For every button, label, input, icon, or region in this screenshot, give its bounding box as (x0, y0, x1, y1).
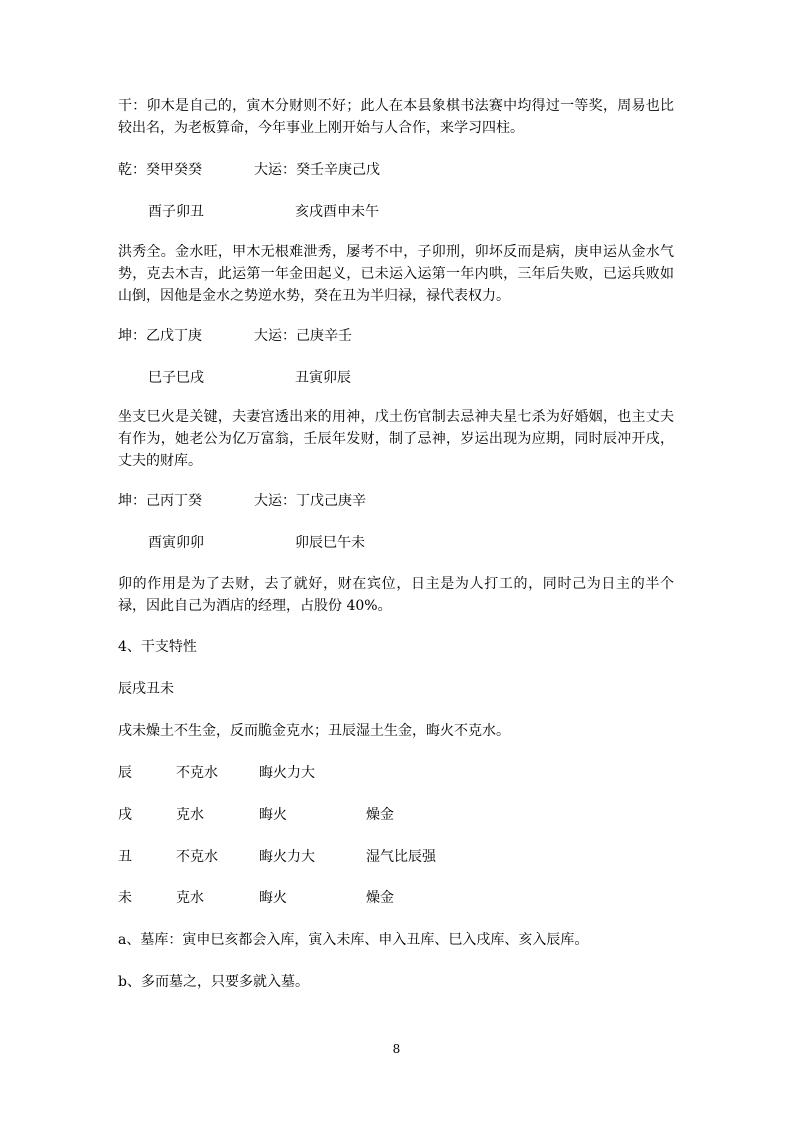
chart-3-label: 坤：己丙丁癸 (118, 493, 202, 509)
chart-1-dayun-label: 大运：癸壬辛庚己戊 (254, 162, 380, 178)
paragraph-chart-2-analysis: 坐支巳火是关键，夫妻宫透出来的用神，戊土伤官制去忌神夫星七杀为好婚姻，也主丈夫有作为，她老公为亿万富翁，壬辰年发财，制了忌神，岁运出现为应期，同时辰冲开戌，丈夫的财库。 (118, 409, 674, 469)
table-row-3-fire: 晦火力大 (259, 849, 315, 865)
paragraph-intro: 干：卯木是自己的，寅木分财则不好；此人在本县象棋书法赛中均得过一等奖，周易也比较出名，为老板算命，今年事业上刚开始与人合作，来学习四柱。 (118, 98, 674, 136)
chart-1-branches: 酉子卯丑 (148, 204, 204, 220)
table-row-3-branch: 丑 (118, 849, 132, 865)
table-row-2-water: 克水 (176, 807, 204, 823)
table-row-4-fire: 晦火 (259, 890, 287, 906)
table-row-4-water: 克水 (176, 890, 204, 906)
table-row-3-metal: 湿气比辰强 (366, 849, 436, 865)
chart-2-branches: 巳子巳戌 (148, 370, 204, 386)
page-number: 8 (392, 1042, 401, 1056)
list-item-a: a、墓库：寅申巳亥都会入库，寅入未库、申入丑库、巳入戌库、亥入辰库。 (118, 932, 589, 948)
chart-1-label: 乾：癸甲癸癸 (118, 162, 202, 178)
table-row-1-water: 不克水 (176, 765, 218, 781)
table-row-2-branch: 戌 (118, 807, 132, 823)
chart-3-dayun-label: 大运：丁戊己庚辛 (254, 493, 366, 509)
chart-2-dayun-label: 大运：己庚辛壬 (254, 328, 352, 344)
list-item-b: b、多而墓之，只要多就入墓。 (118, 974, 309, 990)
section-subheading: 辰戌丑未 (118, 681, 174, 697)
chart-2-dayun-branches: 丑寅卯辰 (295, 370, 351, 386)
table-row-1-branch: 辰 (118, 765, 132, 781)
chart-2-label: 坤：乙戊丁庚 (118, 328, 202, 344)
chart-1-dayun-branches: 亥戌酉申未午 (295, 204, 379, 220)
chart-2-stems (118, 325, 202, 347)
table-row-1-fire: 晦火力大 (259, 765, 315, 781)
table-row-2-fire: 晦火 (259, 807, 287, 823)
chart-1-stems (118, 159, 202, 181)
paragraph-chart-3-analysis: 卯的作用是为了去财，去了就好，财在宾位，日主是为人打工的，同时己为日主的半个禄，因此自己为酒店的经理，占股份 40%。 (118, 576, 674, 614)
paragraph-hong-xiuquan: 洪秀全。金水旺，甲木无根难泄秀，屡考不中，子卯刑，卯坏反而是病，庚申运从金水气势，克去木吉，此运第一年金田起义，已未运入运第一年内哄，三年后失败，已运兵败如山倒，因他是金水之势逆水势，癸在丑为半归禄，禄代表权力。 (118, 244, 674, 304)
table-row-3-water: 不克水 (176, 849, 218, 865)
table-row-2-metal: 燥金 (366, 807, 394, 823)
chart-3-dayun-branches: 卯辰巳午未 (295, 535, 365, 551)
chart-3-stems (118, 490, 202, 512)
section-heading: 4、干支特性 (118, 639, 197, 655)
table-row-4-branch: 未 (118, 890, 132, 906)
paragraph-earth-branches: 戌未燥土不生金，反而脆金克水；丑辰湿土生金，晦火不克水。 (118, 723, 510, 739)
table-row-4-metal: 燥金 (366, 890, 394, 906)
chart-3-branches: 酉寅卯卯 (148, 535, 204, 551)
